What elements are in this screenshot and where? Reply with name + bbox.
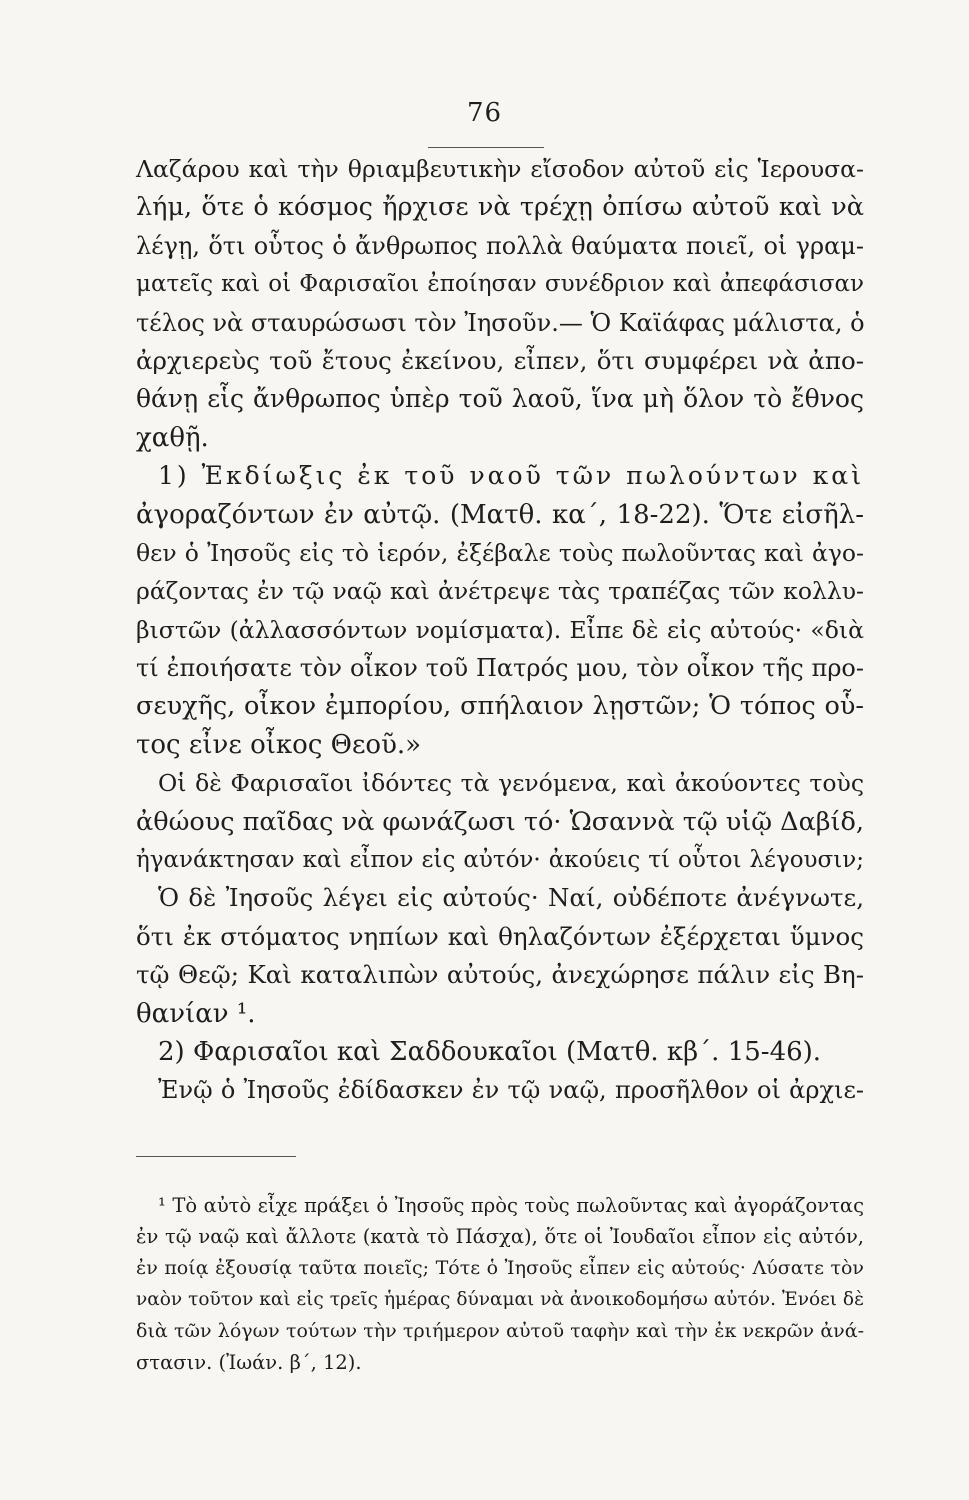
page-number: 76 <box>466 98 503 128</box>
text-line: Οἱ δὲ Φαρισαῖοι ἰδόντες τὰ γενόμενα, καὶ ἀκούοντες τοὺς <box>158 769 864 798</box>
footnote-rule <box>136 1156 296 1157</box>
text-line: ἀρχιερεὺς τοῦ ἔτους ἐκείνου, εἶπεν, ὅτι συμφέρει νὰ ἀπο- <box>136 345 864 375</box>
section-heading-1: 1) Ἐκδίωξις ἐκ τοῦ ναοῦ τῶν πωλούντων καὶ <box>158 461 864 491</box>
text-line: τέλος νὰ σταυρώσωσι τὸν Ἰησοῦν.— Ὁ Καϊάφας μάλιστα, ὁ <box>136 308 865 337</box>
footnote <box>136 1190 864 1378</box>
text-line: σευχῆς, οἶκον ἐμπορίου, σπήλαιον λῃστῶν; Ὁ τόπος οὗ- <box>136 691 864 722</box>
text-line: θεν ὁ Ἰησοῦς εἰς τὸ ἱερόν, ἐξέβαλε τοὺς πωλοῦντας καὶ ἀγο- <box>136 538 864 567</box>
body-text <box>136 150 864 1110</box>
text-line: Λαζάρου καὶ τὴν θριαμβευτικὴν εἴσοδον αὐτοῦ εἰς Ἱερουσα- <box>136 155 864 183</box>
text-line: τος εἶνε οἶκος Θεοῦ.» <box>136 729 422 760</box>
text-line: λήμ, ὅτε ὁ κόσμος ἤρχισε νὰ τρέχῃ ὀπίσω αὐτοῦ καὶ νὰ <box>136 192 864 223</box>
footnote-line: ἐν ποίᾳ ἐξουσίᾳ ταῦτα ποιεῖς; Τότε ὁ Ἰησοῦς εἶπεν εἰς αὐτούς· Λύσατε τὸν <box>136 1256 864 1279</box>
text-line: ἀθώους παῖδας νὰ φωνάζωσι τό· Ὡσαννὰ τῷ υἱῷ Δαβίδ, <box>136 806 864 837</box>
footnote-line: ¹ Τὸ αὐτὸ εἶχε πράξει ὁ Ἰησοῦς πρὸς τοὺς πωλοῦντας καὶ ἀγοράζοντας <box>158 1194 864 1217</box>
text-line: ἠγανάκτησαν καὶ εἶπον εἰς αὐτόν· ἀκούεις τί οὗτοι λέγουσιν; <box>136 847 864 874</box>
footnote-line: ναὸν τοῦτον καὶ εἰς τρεῖς ἡμέρας δύναμαι νὰ ἀνοικοδομήσω αὐτόν. Ἐνόει δὲ <box>136 1289 864 1311</box>
footnote-line: διὰ τῶν λόγων τούτων τὴν τριήμερον αὐτοῦ ταφὴν καὶ τὴν ἐκ νεκρῶν ἀνά- <box>136 1319 864 1342</box>
text-line: ματεῖς καὶ οἱ Φαρισαῖοι ἐποίησαν συνέδριον καὶ ἀπεφάσισαν <box>136 271 864 298</box>
header-rule <box>428 147 544 148</box>
text-line: ἀγοραζόντων ἐν αὐτῷ. (Ματθ. κα΄, 18-22). Ὅτε εἰσῆλ- <box>136 499 864 530</box>
text-line: ὅτι ἐκ στόματος νηπίων καὶ θηλαζόντων ἐξέρχεται ὕμνος <box>136 921 864 951</box>
text-line: βιστῶν (ἀλλασσόντων νομίσματα). Εἶπε δὲ εἰς αὐτούς· «διὰ <box>136 615 864 644</box>
footnote-line: στασιν. (Ἰωάν. β΄, 12). <box>136 1350 362 1374</box>
text-line: Ὁ δὲ Ἰησοῦς λέγει εἰς αὐτούς· Ναί, οὐδέποτε ἀνέγνωτε, <box>158 883 864 913</box>
text-line: τί ἐποιήσατε τὸν οἶκον τοῦ Πατρός μου, τὸν οἶκον τῆς προ- <box>136 654 864 683</box>
text-line: τῷ Θεῷ; Καὶ καταλιπὼν αὐτούς, ἀνεχώρησε πάλιν εἰς Βη- <box>136 960 864 990</box>
text-line: λέγῃ, ὅτι οὗτος ὁ ἄνθρωπος πολλὰ θαύματα ποιεῖ, οἱ γραμ- <box>136 231 864 260</box>
text-line: χαθῇ. <box>136 422 209 453</box>
footnote-line: ἐν τῷ ναῷ καὶ ἄλλοτε (κατὰ τὸ Πάσχα), ὅτε οἱ Ἰουδαῖοι εἶπον εἰς αὐτόν, <box>136 1225 864 1249</box>
text-line: θανίαν ¹. <box>136 998 256 1029</box>
text-line: Ἐνῷ ὁ Ἰησοῦς ἐδίδασκεν ἐν τῷ ναῷ, προσῆλθον οἱ ἀρχιε- <box>158 1076 864 1105</box>
text-line: ράζοντας ἐν τῷ ναῷ καὶ ἀνέτρεψε τὰς τραπέζας τῶν κολλυ- <box>136 577 864 606</box>
text-line: θάνῃ εἷς ἄνθρωπος ὑπὲρ τοῦ λαοῦ, ἵνα μὴ ὅλον τὸ ἔθνος <box>136 384 864 414</box>
section-heading-2: 2) Φαρισαῖοι καὶ Σαδδουκαῖοι (Ματθ. κβ΄. 15-46). <box>158 1036 822 1067</box>
